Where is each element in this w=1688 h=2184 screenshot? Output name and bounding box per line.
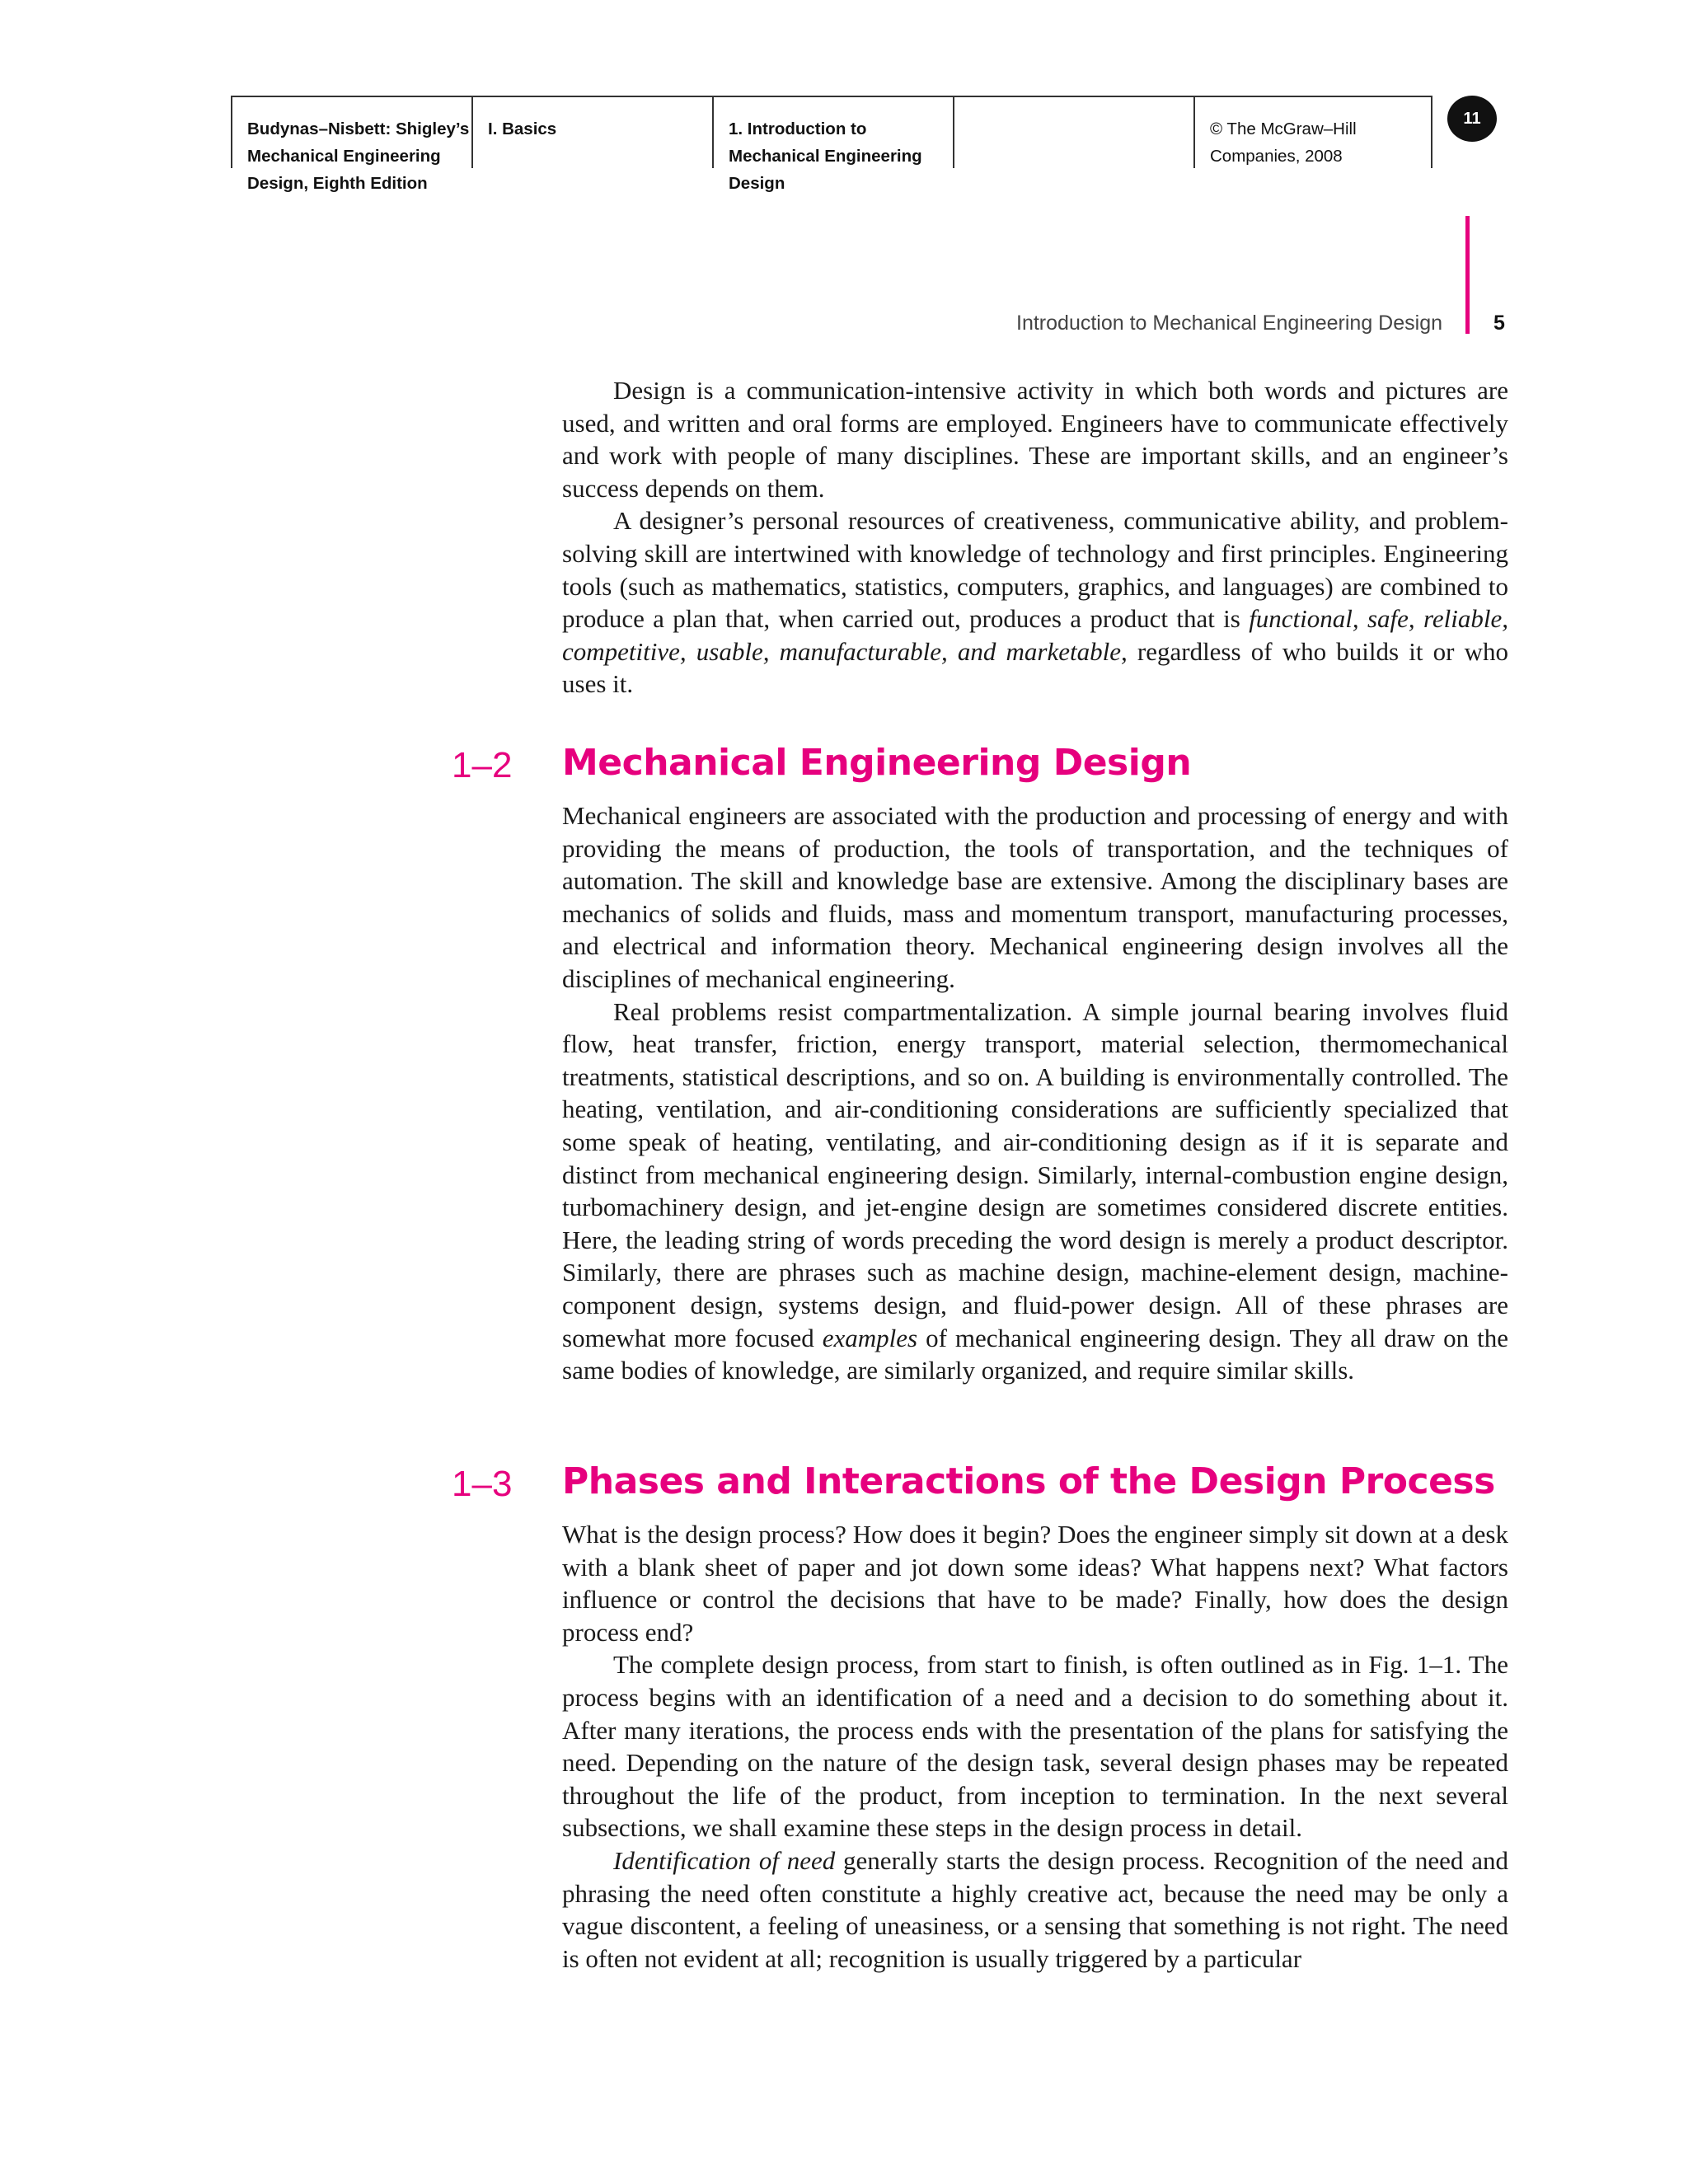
header-chapter-line: 1. Introduction to	[729, 120, 867, 138]
section-2-text	[562, 799, 1508, 1387]
page-badge: 11	[1447, 96, 1497, 142]
running-head-bar	[1465, 216, 1470, 334]
header-book-title	[231, 96, 471, 193]
header-copyright-line: Companies, 2008	[1210, 147, 1343, 166]
paragraph-text: Real problems resist compartmentalization. A simple journal bearing involves fluid flow, heat transfer, friction, energy transport, material selection, thermomechanical treatments, statistical descriptions, and so on. A building is environmentally controlled. The heating, ventilation, and air-conditioning considerations are sufficiently specialized that some speak of heating, ventilating, and air-conditioning design as if it is separate and distinct from mechanical engineering design. Similarly, internal-combustion engine design, turbomachinery design, and jet-engine design are sometimes considered discrete entities. Here, the leading string of words preceding the word design is merely a product descriptor. Similarly, there are phrases such as machine design, machine-element design, machine-component design, systems design, and fluid-power design. All of these phrases are somewhat more focused	[562, 996, 1508, 1352]
header-book-line: Design, Eighth Edition	[247, 174, 428, 193]
paragraph-text: regardless of who builds it or who uses it.	[562, 636, 1508, 699]
paragraph: The complete design process, from start to finish, is often outlined as in Fig. 1–1. The process begins with an identification of a need and a decision to do something about it. After many iterations, the process ends with the presentation of the plans for satisfying the need. Depending on the nature of the design task, several design phases may be repeated throughout the life of the product, from inception to termination. In the next several subsections, we shall examine these steps in the design process in detail.	[562, 1650, 1508, 1843]
paragraph-text: generally starts the design process. Recognition of the need and phrasing the need often constitute a highly creative act, because the need may be only a vague discontent, a feeling of uneasiness, or a sensing that something is not right. The need is often not evident at all; recognition is usually triggered by a particular	[562, 1845, 1508, 1973]
header-chapter	[712, 96, 953, 193]
paragraph	[562, 504, 1508, 701]
emphasis-text: functional, safe, reliable, competitive, usable, manufacturable, and marketable,	[562, 604, 1509, 666]
section-title: Phases and Interactions of the Design Process	[562, 1460, 1495, 1502]
header-copyright	[1193, 96, 1432, 168]
section-title: Mechanical Engineering Design	[562, 742, 1192, 784]
header-book-line: Mechanical Engineering	[247, 147, 441, 166]
header-part	[471, 96, 712, 168]
page-number: 5	[1493, 312, 1505, 335]
emphasis-text: Identification of need	[613, 1845, 836, 1875]
intro-text	[562, 374, 1508, 701]
section-3-text	[562, 1518, 1508, 1975]
emphasis-text: examples	[822, 1323, 918, 1352]
paragraph	[562, 1844, 1508, 1975]
header-blank	[953, 96, 1193, 168]
header-chapter-line: Mechanical Engineering	[729, 147, 922, 166]
header-copyright-line: © The McGraw–Hill	[1210, 120, 1357, 138]
paragraph-text: of mechanical engineering design. They all draw on the same bodies of knowledge, are similarly organized, and require similar skills.	[562, 1323, 1508, 1385]
paragraph: Design is a communication-intensive activity in which both words and pictures are used, and written and oral forms are employed. Engineers have to communicate effectively and work with people of many disciplines. These are important skills, and an engineer’s success depends on them.	[562, 376, 1508, 503]
paragraph: What is the design process? How does it begin? Does the engineer simply sit down at a desk with a blank sheet of paper and jot down some ideas? What happens next? What factors influence or control the decisions that have to be made? Finally, how does the design process end?	[562, 1520, 1508, 1647]
paragraph	[562, 996, 1508, 1387]
header-chapter-line: Design	[729, 174, 785, 193]
header-part-line: I. Basics	[488, 120, 557, 138]
paragraph-text: A designer’s personal resources of creativeness, communicative ability, and problem-solving skill are intertwined with knowledge of technology and first principles. Engineering tools (such as mathematics, statistics, computers, graphics, and languages) are combined to produce a plan that, when carried out, produces a product that is	[562, 506, 1508, 634]
running-head-title: Introduction to Mechanical Engineering Design	[1016, 312, 1442, 335]
section-number: 1–3	[452, 1464, 513, 1504]
section-number: 1–2	[452, 745, 513, 785]
paragraph: Mechanical engineers are associated with the production and processing of energy and with providing the means of production, the tools of transportation, and the techniques of automation. The skill and knowledge base are extensive. Among the disciplinary bases are mechanics of solids and fluids, mass and momentum transport, manufacturing processes, and electrical and information theory. Mechanical engineering design involves all the disciplines of mechanical engineering.	[562, 801, 1508, 993]
header-book-line: Budynas–Nisbett: Shigley’s	[247, 120, 470, 138]
